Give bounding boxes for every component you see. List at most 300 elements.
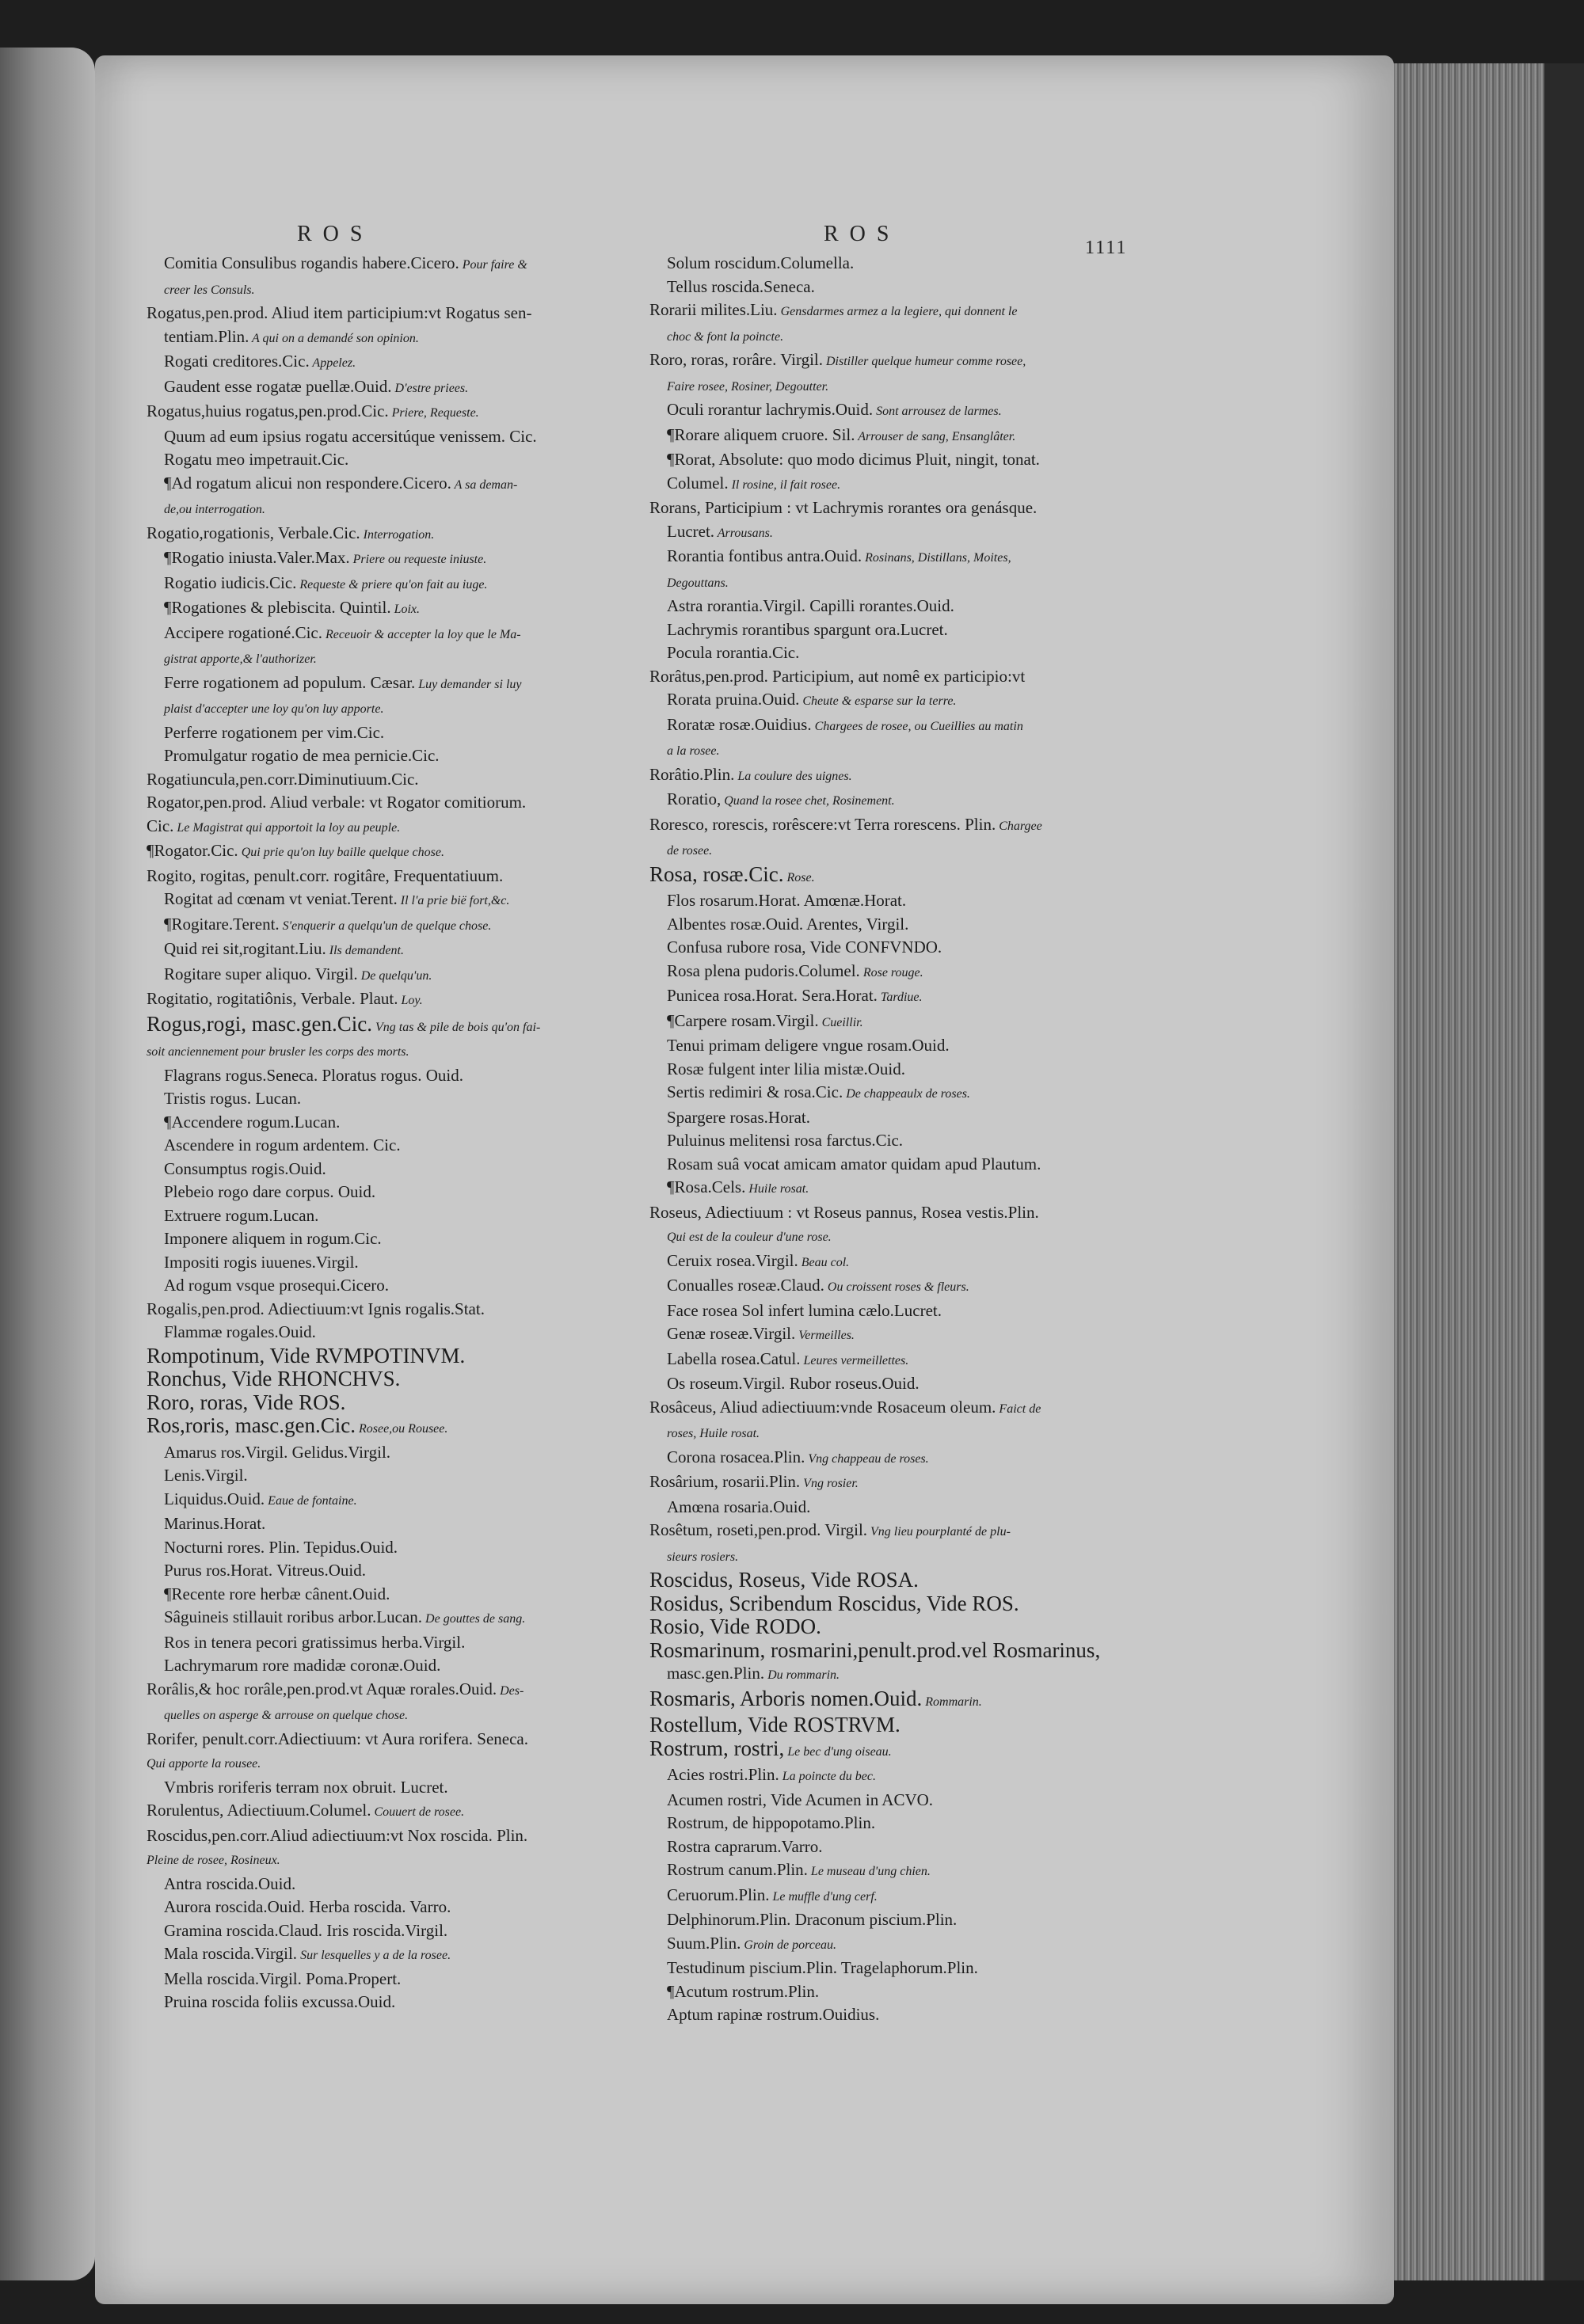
entry-gloss: Il rosine, il fait rosee. xyxy=(728,477,841,492)
dictionary-entry-line xyxy=(147,1013,614,1040)
entry-gloss: Rommarin. xyxy=(922,1695,982,1709)
entry-text: ¶Rogator.Cic. xyxy=(147,841,238,860)
entry-text: Rosârium, rosarii.Plin. xyxy=(649,1472,801,1491)
entry-text: Ronchus, Vide RHONCHVS. xyxy=(147,1367,401,1390)
entry-text: ¶Recente rore herbæ cânent.Ouid. xyxy=(164,1584,390,1603)
dictionary-entry-line xyxy=(649,1322,1117,1348)
entry-text: Roro, roras, rorâre. Virgil. xyxy=(649,350,823,369)
dictionary-entry-line xyxy=(147,815,614,840)
entry-gloss: Receuoir & accepter la loy que le Ma- xyxy=(322,627,521,641)
dictionary-entry-line xyxy=(147,1087,614,1111)
dictionary-entry-line xyxy=(147,472,614,497)
dictionary-entry-line xyxy=(649,889,1117,913)
dictionary-entry-line xyxy=(147,938,614,963)
entry-text: ¶Rorat, Absolute: quo modo dicimus Pluit, ningit, tonat. xyxy=(667,450,1040,469)
entry-gloss: Rosinans, Distillans, Moites, xyxy=(862,551,1011,565)
entry-text: Cic. xyxy=(147,816,174,835)
dictionary-entry-line xyxy=(649,570,1117,595)
dictionary-entry-line xyxy=(147,1367,614,1391)
dictionary-entry-line xyxy=(147,1158,614,1181)
dictionary-entry-line xyxy=(649,1034,1117,1058)
entry-gloss: Rose. xyxy=(783,870,815,884)
dictionary-entry-line xyxy=(147,913,614,938)
dictionary-entry-line xyxy=(649,1372,1117,1396)
dictionary-entry-line xyxy=(649,1224,1117,1249)
dictionary-entry-line xyxy=(649,1274,1117,1299)
dictionary-entry-line xyxy=(147,744,614,768)
entry-text: Aurora roscida.Ouid. Herba roscida. Varro. xyxy=(164,1897,451,1916)
dictionary-entry-line xyxy=(147,1134,614,1158)
dictionary-entry-line xyxy=(147,1488,614,1513)
entry-gloss: Gensdarmes armez a la legiere, qui donnent le xyxy=(777,305,1018,318)
entry-text: Spargere rosas.Horat. xyxy=(667,1107,810,1127)
entry-text: Delphinorum.Plin. Draconum piscium.Plin. xyxy=(667,1910,958,1929)
dictionary-entry-line xyxy=(147,696,614,721)
dictionary-entry-line xyxy=(147,1776,614,1800)
dictionary-entry-line xyxy=(649,348,1117,374)
dictionary-entry-line xyxy=(649,1348,1117,1373)
dictionary-entry-line xyxy=(147,522,614,547)
dictionary-entry-line xyxy=(649,1058,1117,1082)
entry-text: Extruere rogum.Lucan. xyxy=(164,1205,319,1225)
entry-gloss: Groin de porceau. xyxy=(741,1938,836,1952)
dictionary-entry-line xyxy=(147,1536,614,1560)
dictionary-entry-line xyxy=(147,1039,614,1064)
entry-text: Quid rei sit,rogitant.Liu. xyxy=(164,939,326,958)
dictionary-entry-line xyxy=(649,1789,1117,1812)
entry-gloss: soit anciennement pour brusler les corps des morts. xyxy=(147,1045,409,1059)
dictionary-entry-line xyxy=(147,1181,614,1204)
dictionary-entry-line xyxy=(649,813,1117,839)
dictionary-entry-line xyxy=(147,646,614,671)
entry-gloss: Pleine de rosee, Rosineux. xyxy=(147,1854,280,1867)
entry-text: Comitia Consulibus rogandis habere.Cicero. xyxy=(164,253,459,272)
entry-text: Rogati creditores.Cic. xyxy=(164,352,310,371)
entry-text: masc.gen.Plin. xyxy=(667,1664,765,1683)
entry-gloss: Sont arrousez de larmes. xyxy=(873,405,1002,418)
dictionary-entry-line xyxy=(649,1980,1117,2004)
entry-text: Rogatio iudicis.Cic. xyxy=(164,572,297,592)
facing-page-edge xyxy=(0,48,95,2280)
dictionary-entry-line xyxy=(649,299,1117,324)
entry-text: Sâguineis stillauit roribus arbor.Lucan. xyxy=(164,1607,423,1626)
entry-gloss: Qui est de la couleur d'une rose. xyxy=(667,1230,832,1244)
entry-gloss: Arrouser de sang, Ensanglâter. xyxy=(855,429,1016,443)
entry-gloss: Sur lesquelles y a de la rosee. xyxy=(297,1949,451,1962)
entry-text: Rogus,rogi, masc.gen.Cic. xyxy=(147,1012,372,1036)
entry-text: Roseus, Adiectiuum : vt Roseus pannus, Rosea vestis.Plin. xyxy=(649,1202,1039,1222)
entry-gloss: Cheute & esparse sur la terre. xyxy=(799,694,957,708)
entry-gloss: Degouttans. xyxy=(667,576,729,590)
dictionary-entry-line xyxy=(649,1812,1117,1835)
dictionary-entry-line xyxy=(147,1274,614,1298)
entry-gloss: plaist d'accepter une loy qu'on luy apporte. xyxy=(164,702,384,716)
entry-text: Rostra caprarum.Varro. xyxy=(667,1836,823,1856)
entry-text: Sertis redimiri & rosa.Cic. xyxy=(667,1082,843,1101)
dictionary-entry-line xyxy=(147,572,614,597)
dictionary-entry-line xyxy=(649,448,1117,472)
dictionary-entry-line xyxy=(147,1654,614,1678)
entry-text: Tristis rogus. Lucan. xyxy=(164,1089,302,1108)
entry-text: Rosêtum, roseti,pen.prod. Virgil. xyxy=(649,1520,868,1539)
dictionary-entry-line xyxy=(649,276,1117,299)
entry-text: Promulgatur rogatio de mea pernicie.Cic. xyxy=(164,746,440,765)
entry-text: Labella rosea.Catul. xyxy=(667,1348,801,1368)
dictionary-entry-line xyxy=(147,1345,614,1368)
entry-text: Ceruorum.Plin. xyxy=(667,1885,770,1904)
right-column xyxy=(649,252,1117,2027)
dictionary-entry-line xyxy=(147,1919,614,1943)
dictionary-entry-line xyxy=(147,1583,614,1607)
dictionary-entry-line xyxy=(649,763,1117,789)
entry-gloss: Rose rouge. xyxy=(859,965,923,979)
entry-text: Rogator,pen.prod. Aliud verbale: vt Rogator comitiorum. xyxy=(147,793,527,812)
dictionary-entry-line xyxy=(147,546,614,572)
dictionary-entry-line xyxy=(649,496,1117,520)
dictionary-entry-line xyxy=(147,888,614,913)
entry-text: Albentes rosæ.Ouid. Arentes, Virgil. xyxy=(667,914,909,934)
dictionary-entry-line xyxy=(147,496,614,522)
entry-text: Roresco, rorescis, rorêscere:vt Terra rorescens. Plin. xyxy=(649,814,996,834)
entry-text: Rorâtio.Plin. xyxy=(649,764,735,784)
left-column xyxy=(147,252,614,2014)
entry-text: Pocula rorantia.Cic. xyxy=(667,643,800,662)
entry-text: Rosam suâ vocat amicam amator quidam apud Plautum. xyxy=(667,1154,1041,1173)
entry-gloss: Le museau d'ung chien. xyxy=(807,1865,931,1878)
entry-gloss: Chargee xyxy=(996,819,1042,833)
dictionary-entry-line xyxy=(649,1496,1117,1520)
dictionary-entry-line xyxy=(649,1932,1117,1957)
dictionary-entry-line xyxy=(649,1835,1117,1859)
entry-text: Marinus.Horat. xyxy=(164,1514,266,1533)
entry-gloss: Vng tas & pile de bois qu'on fai- xyxy=(371,1020,541,1034)
dictionary-entry-line xyxy=(147,1942,614,1968)
dictionary-entry-line xyxy=(649,688,1117,713)
dictionary-entry-line xyxy=(649,838,1117,863)
entry-text: Flagrans rogus.Seneca. Ploratus rogus. Ouid. xyxy=(164,1065,463,1085)
entry-gloss: Qui prie qu'on luy baille quelque chose. xyxy=(238,846,444,859)
entry-gloss: roses, Huile rosat. xyxy=(667,1427,760,1440)
entry-gloss: Priere, Requeste. xyxy=(388,406,479,420)
entry-text: Pruina roscida foliis excussa.Ouid. xyxy=(164,1992,396,2011)
entry-gloss: Du rommarin. xyxy=(764,1668,840,1682)
entry-text: Rostellum, Vide ROSTRVM. xyxy=(649,1714,901,1736)
entry-text: Rorans, Participium : vt Lachrymis rorantes ora genásque. xyxy=(649,498,1038,517)
dictionary-entry-line xyxy=(649,374,1117,399)
dictionary-entry-line xyxy=(147,1441,614,1465)
dictionary-entry-line xyxy=(147,1702,614,1728)
dictionary-entry-line xyxy=(147,400,614,425)
entry-gloss: de,ou interrogation. xyxy=(164,503,265,516)
entry-text: Ascendere in rogum ardentem. Cic. xyxy=(164,1135,401,1154)
dictionary-entry-line xyxy=(649,1884,1117,1909)
dictionary-entry-line xyxy=(649,1687,1117,1714)
entry-text: ¶Acutum rostrum.Plin. xyxy=(667,1981,820,2001)
dictionary-entry-line xyxy=(147,596,614,622)
dictionary-entry-line xyxy=(147,302,614,325)
dictionary-entry-line xyxy=(147,1391,614,1415)
dictionary-entry-line xyxy=(147,448,614,472)
entry-text: Rostrum, de hippopotamo.Plin. xyxy=(667,1813,876,1832)
dictionary-entry-line xyxy=(649,1010,1117,1035)
dictionary-entry-line xyxy=(649,863,1117,890)
entry-gloss: Priere ou requeste iniuste. xyxy=(349,553,487,566)
entry-gloss: Cueillir. xyxy=(818,1015,863,1029)
entry-text: Flos rosarum.Horat. Amœnæ.Horat. xyxy=(667,891,907,910)
dictionary-entry-line xyxy=(649,788,1117,813)
dictionary-entry-line xyxy=(147,865,614,888)
dictionary-entry-line xyxy=(649,424,1117,449)
dictionary-entry-line xyxy=(649,545,1117,570)
dictionary-entry-line xyxy=(147,1512,614,1536)
entry-text: Lachrymarum rore madidæ coronæ.Ouid. xyxy=(164,1656,441,1675)
dictionary-entry-line xyxy=(147,277,614,302)
entry-text: Rosmarinum, rosmarini,penult.prod.vel Rosmarinus, xyxy=(649,1638,1101,1662)
dictionary-entry-line xyxy=(147,768,614,792)
dictionary-entry-line xyxy=(147,1847,614,1873)
dictionary-entry-line xyxy=(649,398,1117,424)
dictionary-entry-line xyxy=(649,913,1117,937)
running-head-left: ROS xyxy=(297,222,374,246)
entry-text: Rorarii milites.Liu. xyxy=(649,300,778,319)
entry-text: ¶Rogatio iniusta.Valer.Max. xyxy=(164,548,350,567)
entry-gloss: gistrat apporte,& l'authorizer. xyxy=(164,652,317,666)
entry-gloss: Beau col. xyxy=(798,1255,850,1269)
dictionary-entry-line xyxy=(147,1968,614,1991)
entry-text: Perferre rogationem per vim.Cic. xyxy=(164,722,385,742)
entry-text: Purus ros.Horat. Vitreus.Ouid. xyxy=(164,1561,367,1580)
entry-gloss: Le muffle d'ung cerf. xyxy=(769,1889,878,1904)
dictionary-entry-line xyxy=(649,936,1117,960)
dictionary-entry-line xyxy=(649,641,1117,665)
running-head-right: ROS xyxy=(824,222,901,246)
entry-text: Ros,roris, masc.gen.Cic. xyxy=(147,1414,356,1437)
entry-text: Rogatu meo impetrauit.Cic. xyxy=(164,450,349,469)
dictionary-entry-line xyxy=(649,665,1117,689)
entry-gloss: Eaue de fontaine. xyxy=(265,1493,357,1508)
entry-gloss: De quelqu'un. xyxy=(357,968,432,983)
dictionary-entry-line xyxy=(649,618,1117,642)
dictionary-entry-line xyxy=(147,1298,614,1322)
entry-text: Face rosea Sol infert lumina cælo.Lucret. xyxy=(667,1300,942,1320)
dictionary-entry-line xyxy=(649,2003,1117,2027)
entry-text: Rorifer, penult.corr.Adiectiuum: vt Aura rorifera. Seneca. xyxy=(147,1729,528,1748)
entry-text: ¶Rorare aliquem cruore. Sil. xyxy=(667,424,855,444)
entry-text: Rostrum, rostri, xyxy=(649,1736,785,1760)
dictionary-entry-line xyxy=(649,1714,1117,1737)
entry-gloss: Quand la rosee chet, Rosinement. xyxy=(721,794,895,808)
dictionary-entry-line xyxy=(649,1153,1117,1177)
dictionary-entry-line xyxy=(649,1592,1117,1616)
entry-text: Accipere rogationé.Cic. xyxy=(164,622,322,642)
dictionary-entry-line xyxy=(649,1957,1117,1980)
entry-gloss: La coulure des uignes. xyxy=(734,769,852,783)
entry-text: Rorantia fontibus antra.Ouid. xyxy=(667,546,862,565)
dictionary-entry-line xyxy=(147,1799,614,1824)
entry-gloss: Ils demandent. xyxy=(326,944,404,957)
entry-text: Punicea rosa.Horat. Sera.Horat. xyxy=(667,986,878,1005)
entry-text: Amarus ros.Virgil. Gelidus.Virgil. xyxy=(164,1442,391,1462)
entry-text: Consumptus rogis.Ouid. xyxy=(164,1158,326,1178)
entry-gloss: La poincte du bec. xyxy=(779,1770,876,1783)
dictionary-entry-line xyxy=(147,1064,614,1088)
dictionary-entry-line xyxy=(649,1176,1117,1201)
entry-gloss: Il l'a prie bië fort,&c. xyxy=(397,894,510,907)
entry-text: Rorâlis,& hoc rorâle,pen.prod.vt Aquæ rorales.Ouid. xyxy=(147,1679,497,1698)
entry-gloss: Vng lieu pourplanté de plu- xyxy=(867,1525,1011,1539)
entry-text: Liquidus.Ouid. xyxy=(164,1489,265,1508)
dictionary-entry-line xyxy=(649,520,1117,546)
entry-gloss: Leures vermeillettes. xyxy=(800,1353,909,1367)
entry-gloss: Luy demander si luy xyxy=(415,677,522,691)
entry-gloss: Appelez. xyxy=(309,356,356,370)
entry-text: Rorulentus, Adiectiuum.Columel. xyxy=(147,1801,371,1820)
entry-text: Rogatiuncula,pen.corr.Diminutiuum.Cic. xyxy=(147,769,419,789)
entry-text: Roscidus, Roseus, Vide ROSA. xyxy=(649,1569,919,1592)
dictionary-entry-line xyxy=(649,1639,1117,1663)
entry-text: Quum ad eum ipsius rogatu accersitúque venissem. Cic. xyxy=(164,426,537,446)
dictionary-entry-line xyxy=(147,671,614,697)
entry-text: Rosio, Vide RODO. xyxy=(649,1615,821,1638)
entry-text: Testudinum piscium.Plin. Tragelaphorum.Plin. xyxy=(667,1958,978,1977)
entry-text: Rogitare super aliquo. Virgil. xyxy=(164,964,358,983)
entry-text: Rogito, rogitas, penult.corr. rogitâre, Frequentatiuum. xyxy=(147,865,504,885)
entry-text: Acumen rostri, Vide Acumen in ACVO. xyxy=(667,1790,934,1809)
entry-text: Rorata pruina.Ouid. xyxy=(667,690,800,709)
entry-text: ¶Rogitare.Terent. xyxy=(164,914,280,934)
entry-gloss: Vermeilles. xyxy=(795,1329,855,1342)
entry-text: Suum.Plin. xyxy=(667,1933,741,1953)
dictionary-entry-line xyxy=(147,1896,614,1919)
entry-text: tentiam.Plin. xyxy=(164,326,249,346)
entry-text: Tellus roscida.Seneca. xyxy=(667,276,815,296)
entry-text: Imponere aliquem in rogum.Cic. xyxy=(164,1229,382,1248)
entry-text: Rogalis,pen.prod. Adiectiuum:vt Ignis rogalis.Stat. xyxy=(147,1299,485,1318)
entry-text: Rogatus,huius rogatus,pen.prod.Cic. xyxy=(147,401,389,420)
entry-gloss: A sa deman- xyxy=(451,477,518,492)
entry-text: Astra rorantia.Virgil. Capilli rorantes.Ouid. xyxy=(667,596,954,615)
dictionary-entry-line xyxy=(147,1606,614,1631)
entry-text: Rorâtus,pen.prod. Participium, aut nomê ex participio:vt xyxy=(649,666,1026,686)
entry-text: Rogitat ad cœnam vt veniat.Terent. xyxy=(164,889,398,908)
entry-text: Rosa plena pudoris.Columel. xyxy=(667,960,860,980)
dictionary-entry-line xyxy=(649,1569,1117,1592)
entry-gloss: Distiller quelque humeur comme rosee, xyxy=(823,355,1026,368)
entry-gloss: Couuert de rosee. xyxy=(371,1805,465,1819)
entry-gloss: Tardiue. xyxy=(877,991,923,1004)
entry-text: Mella roscida.Virgil. Poma.Propert. xyxy=(164,1968,402,1988)
entry-text: Oculi rorantur lachrymis.Ouid. xyxy=(667,400,874,419)
entry-text: ¶Rosa.Cels. xyxy=(667,1177,746,1196)
entry-text: Ros in tenera pecori gratissimus herba.Virgil. xyxy=(164,1632,466,1652)
entry-text: Rosidus, Scribendum Roscidus, Vide ROS. xyxy=(649,1592,1019,1615)
dictionary-entry-line xyxy=(147,1414,614,1441)
entry-gloss: sieurs rosiers. xyxy=(667,1550,739,1564)
entry-gloss: choc & font la poincte. xyxy=(667,329,784,344)
entry-text: Roratio, xyxy=(667,789,722,808)
entry-text: Nocturni rores. Plin. Tepidus.Ouid. xyxy=(164,1537,398,1557)
entry-text: Gramina roscida.Claud. Iris roscida.Virgil. xyxy=(164,1920,448,1940)
entry-gloss: De chappeaulx de roses. xyxy=(843,1087,970,1101)
dictionary-entry-line xyxy=(649,1737,1117,1764)
entry-text: Impositi rogis iuuenes.Virgil. xyxy=(164,1252,359,1272)
dictionary-entry-line xyxy=(649,1763,1117,1789)
dictionary-entry-line xyxy=(649,984,1117,1010)
dictionary-entry-line xyxy=(147,1251,614,1275)
entry-text: ¶Accendere rogum.Lucan. xyxy=(164,1112,341,1132)
dictionary-entry-line xyxy=(147,1559,614,1583)
entry-gloss: a la rosee. xyxy=(667,744,720,758)
entry-text: Rostrum canum.Plin. xyxy=(667,1860,808,1879)
entry-text: Ferre rogationem ad populum. Cæsar. xyxy=(164,672,416,692)
folio-number: 1111 xyxy=(1085,238,1128,258)
entry-gloss: Chargees de rosee, ou Cueillies au matin xyxy=(811,719,1023,733)
entry-gloss: Faict de xyxy=(996,1402,1041,1416)
entry-text: Lenis.Virgil. xyxy=(164,1466,248,1485)
dictionary-entry-line xyxy=(147,791,614,815)
dictionary-entry-line xyxy=(147,1873,614,1896)
dictionary-entry-line xyxy=(147,1111,614,1135)
dictionary-entry-line xyxy=(147,1991,614,2014)
entry-text: Tenui primam deligere vngue rosam.Ouid. xyxy=(667,1036,950,1055)
entry-gloss: Requeste & priere qu'on fait au iuge. xyxy=(296,577,488,591)
entry-text: Columel. xyxy=(667,473,729,493)
dictionary-entry-line xyxy=(147,1631,614,1655)
entry-text: Puluinus melitensi rosa farctus.Cic. xyxy=(667,1131,904,1150)
entry-text: Roscidus,pen.corr.Aliud adiectiuum:vt Nox roscida. Plin. xyxy=(147,1825,528,1845)
dictionary-entry-line xyxy=(147,839,614,865)
dictionary-entry-line xyxy=(649,1908,1117,1932)
dictionary-entry-line xyxy=(649,1081,1117,1106)
entry-text: Lucret. xyxy=(667,521,715,541)
entry-text: Rompotinum, Vide RVMPOTINVM. xyxy=(147,1344,466,1367)
dictionary-entry-line xyxy=(147,987,614,1013)
entry-gloss: Loix. xyxy=(390,603,421,616)
entry-text: Rogitatio, rogitatiônis, Verbale. Plaut. xyxy=(147,989,398,1008)
entry-text: Vmbris roriferis terram nox obruit. Lucret. xyxy=(164,1777,448,1797)
entry-gloss: De gouttes de sang. xyxy=(422,1612,526,1626)
entry-gloss: Vng chappeau de roses. xyxy=(805,1451,929,1466)
entry-text: Acies rostri.Plin. xyxy=(667,1765,779,1784)
dictionary-entry-line xyxy=(147,1227,614,1251)
entry-gloss: Des- xyxy=(497,1683,524,1698)
entry-text: Confusa rubore rosa, Vide CONFVNDO. xyxy=(667,938,942,957)
entry-text: Ceruix rosea.Virgil. xyxy=(667,1250,798,1270)
dictionary-entry-line xyxy=(147,350,614,375)
dictionary-entry-line xyxy=(147,1464,614,1488)
dictionary-entry-line xyxy=(649,1396,1117,1421)
entry-gloss: quelles on asperge & arrouse on quelque chose. xyxy=(164,1709,409,1722)
entry-text: Ad rogum vsque prosequi.Cicero. xyxy=(164,1276,390,1295)
entry-text: Roratæ rosæ.Ouidius. xyxy=(667,714,812,734)
entry-gloss: Loy. xyxy=(398,994,423,1007)
entry-gloss: Huile rosat. xyxy=(745,1182,809,1196)
entry-gloss: Vng rosier. xyxy=(800,1477,859,1490)
dictionary-entry-line xyxy=(649,324,1117,349)
dictionary-entry-line xyxy=(147,1678,614,1703)
entry-gloss: Ou croissent roses & fleurs. xyxy=(824,1280,969,1294)
dictionary-entry-line xyxy=(649,738,1117,763)
dictionary-entry-line xyxy=(147,1321,614,1345)
dictionary-entry-line xyxy=(649,713,1117,739)
dictionary-entry-line xyxy=(147,1751,614,1776)
entry-gloss: S'enquerir a quelqu'un de quelque chose. xyxy=(279,919,492,933)
dictionary-entry-line xyxy=(649,472,1117,497)
dictionary-entry-line xyxy=(649,1519,1117,1544)
entry-gloss: Faire rosee, Rosiner, Degoutter. xyxy=(667,379,829,394)
dictionary-entry-line xyxy=(649,1470,1117,1496)
dictionary-entry-line xyxy=(649,252,1117,276)
